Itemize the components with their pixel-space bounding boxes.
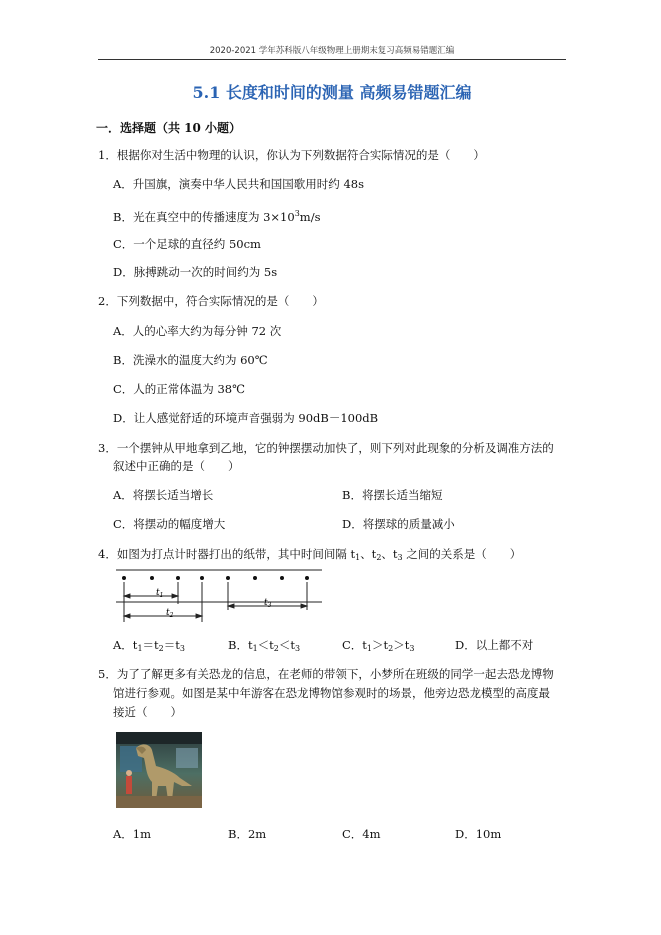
section-heading: 一．选择题（共 10 小题） [96, 121, 242, 135]
q3-option-d: D．将摆球的质量减小 [342, 517, 455, 531]
q4-stem: 4．如图为打点计时器打出的纸带，其中时间间隔 $t_1$、$t_2$、$t_3$ 之间的关系是（ ） [98, 547, 522, 562]
q2-option-d: D．让人感觉舒适的环境声音强弱为 90dB－100dB [113, 411, 379, 425]
q4-option-c: C．$t_1>t_2>t_3$ [342, 638, 415, 653]
ticker-tape-figure [114, 568, 324, 628]
q3-option-a: A．将摆长适当增长 [113, 488, 214, 502]
fig-label-t3: $t_3$ [264, 598, 272, 609]
q4-option-d: D．以上都不对 [455, 638, 534, 652]
q2-stem: 2．下列数据中，符合实际情况的是（ ） [98, 294, 324, 308]
q5-stem-line3: 接近（ ） [113, 705, 182, 719]
q1-option-c: C．一个足球的直径约 50cm [113, 237, 261, 251]
page-title: 5.1 长度和时间的测量 高频易错题汇编 [192, 83, 472, 102]
dinosaur-museum-photo [116, 732, 202, 808]
q5-stem-line1: 5．为了了解更多有关恐龙的信息，在老师的带领下，小梦所在班级的同学一起去恐龙博物 [98, 667, 554, 681]
q1-option-d: D．脉搏跳动一次的时间约为 5s [113, 265, 278, 279]
q3-stem-line1: 3．一个摆钟从甲地拿到乙地，它的钟摆摆动加快了，则下列对此现象的分析及调准方法的 [98, 441, 554, 455]
q4-option-b: B．$t_1<t_2<t_3$ [228, 638, 301, 653]
q4-option-a: A．$t_1=t_2=t_3$ [113, 638, 185, 653]
fig-label-t2: $t_2$ [166, 608, 174, 619]
q5-stem-line2: 馆进行参观。如图是某中年游客在恐龙博物馆参观时的场景，他旁边恐龙模型的高度最 [113, 686, 550, 700]
q3-option-b: B．将摆长适当缩短 [342, 488, 443, 502]
fig-label-t1: $t_1$ [156, 588, 164, 599]
q1-stem: 1．根据你对生活中物理的认识，你认为下列数据符合实际情况的是（ ） [98, 148, 485, 162]
q2-option-c: C．人的正常体温为 38℃ [113, 382, 245, 396]
q5-option-d: D．10m [455, 827, 502, 841]
q1-option-a: A．升国旗，演奏中华人民共和国国歌用时约 48s [113, 177, 364, 191]
q1-option-b: B．光在真空中的传播速度为 $3\times 10^3m/s$ [113, 209, 321, 224]
header-divider [98, 59, 566, 60]
page-header: 2020-2021 学年苏科版八年级物理上册期末复习高频易错题汇编 [209, 46, 455, 56]
q5-option-a: A．1m [113, 827, 152, 841]
q3-option-c: C．将摆动的幅度增大 [113, 517, 226, 531]
q2-option-b: B．洗澡水的温度大约为 60℃ [113, 353, 268, 367]
q5-option-c: C．4m [342, 827, 381, 841]
q5-option-b: B．2m [228, 827, 267, 841]
q3-stem-line2: 叙述中正确的是（ ） [113, 459, 240, 473]
q2-option-a: A．人的心率大约为每分钟 72 次 [113, 324, 282, 338]
